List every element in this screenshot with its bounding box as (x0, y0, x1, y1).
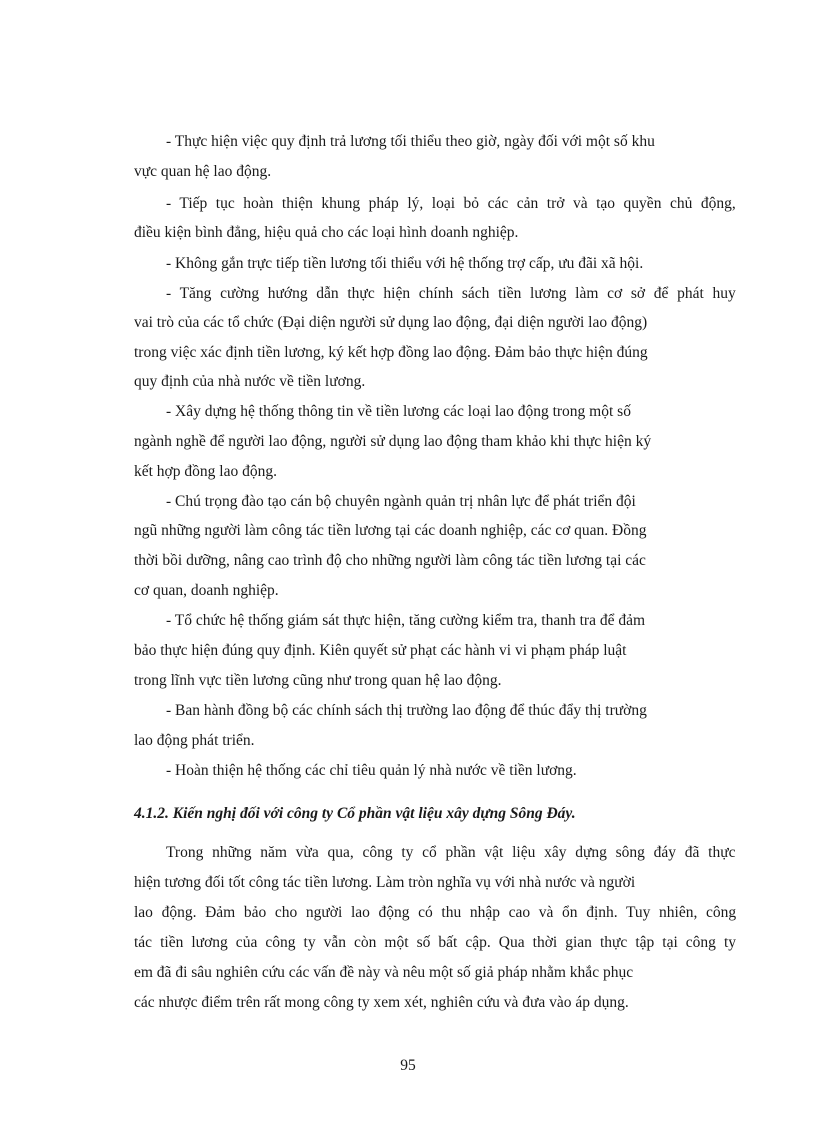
text-line: vực quan hệ lao động. (134, 163, 272, 180)
text-line: hiện tương đối tốt công tác tiền lương. Làm tròn nghĩa vụ với nhà nước và người (134, 874, 636, 891)
section-heading: 4.1.2. Kiến nghị đối với công ty Cổ phần vật liệu xây dựng Sông Đáy. (134, 805, 576, 822)
text-line: - Thực hiện việc quy định trả lương tối thiểu theo giờ, ngày đối với một số khu (166, 133, 655, 150)
text-line: - Xây dựng hệ thống thông tin về tiền lương các loại lao động trong một số (166, 403, 631, 420)
text-line: quy định của nhà nước về tiền lương. (134, 373, 366, 390)
text-line: ngành nghề để người lao động, người sử dụng lao động tham khảo khi thực hiện ký (134, 433, 652, 450)
text-line: tác tiền lương của công ty vẫn còn một số bất cập. Qua thời gian thực tập tại công ty (134, 934, 737, 951)
text-line: điều kiện bình đẳng, hiệu quả cho các loại hình doanh nghiệp. (134, 224, 519, 241)
text-line: cơ quan, doanh nghiệp. (134, 582, 279, 599)
text-line: trong lĩnh vực tiền lương cũng như trong quan hệ lao động. (134, 672, 502, 689)
text-line: lao động. Đảm bảo cho người lao động có thu nhập cao và ổn định. Tuy nhiên, công (134, 904, 737, 921)
text-line: em đã đi sâu nghiên cứu các vấn đề này và nêu một số giả pháp nhằm khắc phục (134, 964, 634, 981)
text-line: bảo thực hiện đúng quy định. Kiên quyết sử phạt các hành vi vi phạm pháp luật (134, 642, 627, 659)
text-line: kết hợp đồng lao động. (134, 463, 277, 480)
text-line: ngũ những người làm công tác tiền lương tại các doanh nghiệp, các cơ quan. Đồng (134, 522, 647, 539)
text-line: - Không gắn trực tiếp tiền lương tối thiểu với hệ thống trợ cấp, ưu đãi xã hội. (166, 255, 644, 272)
text-line: - Ban hành đồng bộ các chính sách thị trường lao động để thúc đẩy thị trường (166, 702, 647, 719)
text-line: - Tiếp tục hoàn thiện khung pháp lý, loại bỏ các cản trở và tạo quyền chủ động, (166, 195, 736, 212)
text-line: trong việc xác định tiền lương, ký kết hợp đồng lao động. Đảm bảo thực hiện đúng (134, 344, 648, 361)
page-number: 95 (400, 1057, 416, 1074)
text-line: - Tăng cường hướng dẫn thực hiện chính sách tiền lương làm cơ sở để phát huy (166, 285, 736, 302)
text-line: vai trò của các tổ chức (Đại diện người sử dụng lao động, đại diện người lao động) (134, 314, 648, 331)
text-line: các nhược điểm trên rất mong công ty xem xét, nghiên cứu và đưa vào áp dụng. (134, 994, 629, 1011)
text-line: - Tổ chức hệ thống giám sát thực hiện, tăng cường kiểm tra, thanh tra để đảm (166, 612, 646, 629)
text-line: lao động phát triển. (134, 732, 255, 749)
text-line: Trong những năm vừa qua, công ty cổ phần vật liệu xây dựng sông đáy đã thực (166, 844, 736, 861)
text-line: - Chú trọng đào tạo cán bộ chuyên ngành quản trị nhân lực để phát triển đội (166, 493, 636, 510)
text-line: - Hoàn thiện hệ thống các chỉ tiêu quản lý nhà nước về tiền lương. (166, 762, 577, 779)
text-line: thời bồi dưỡng, nâng cao trình độ cho những người làm công tác tiền lương tại các (134, 552, 646, 569)
